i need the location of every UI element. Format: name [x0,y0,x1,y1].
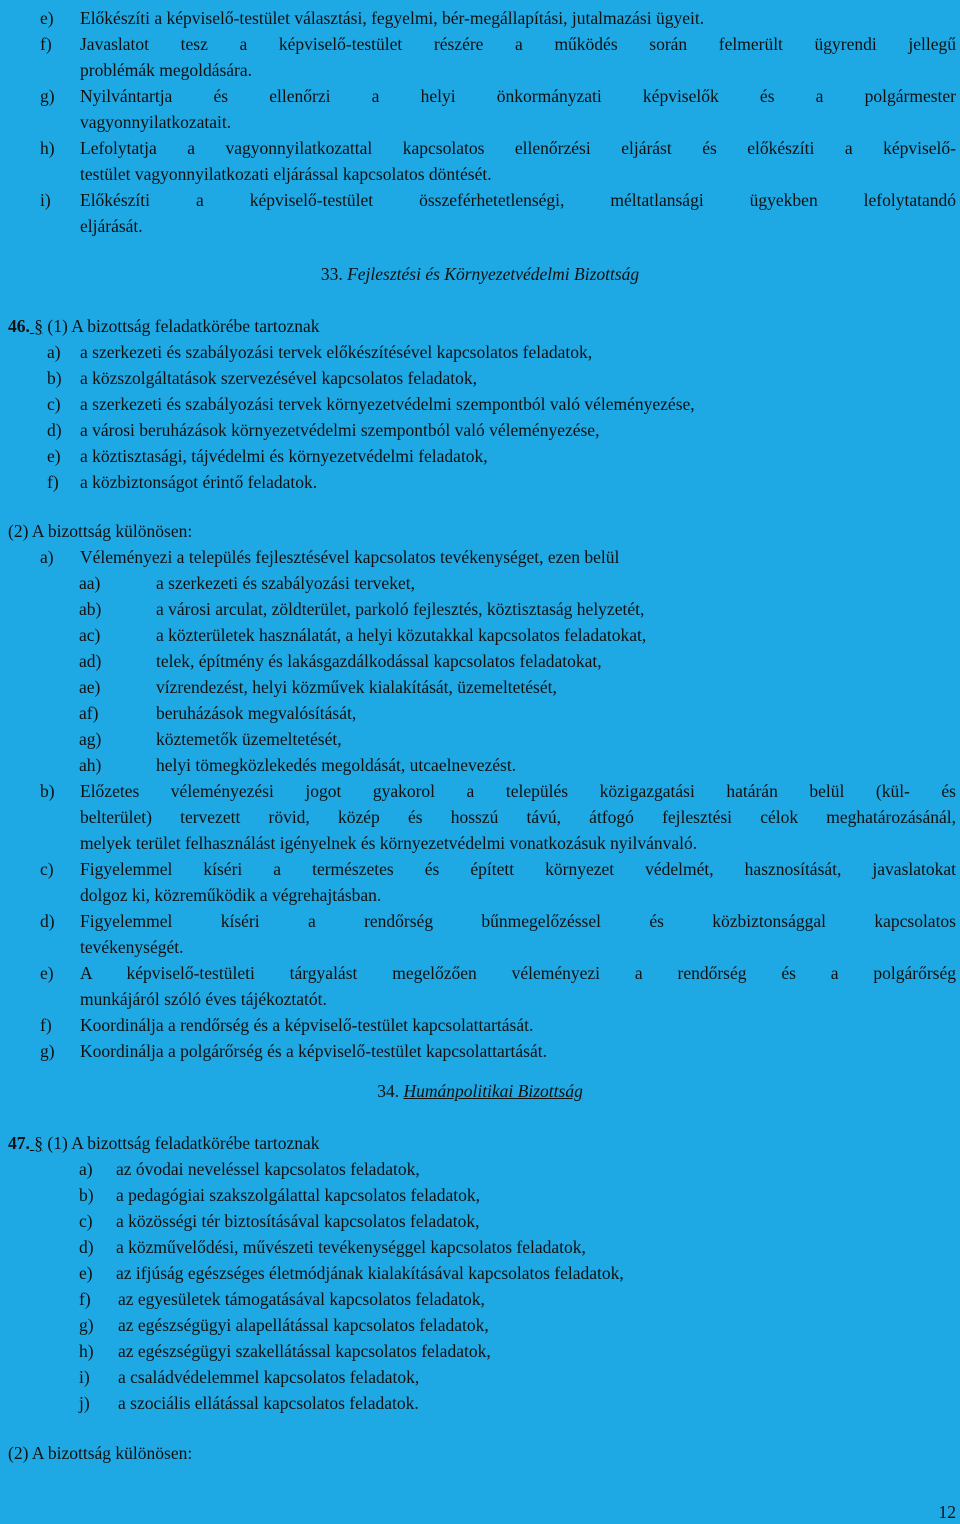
paragraph-intro: 47. § (1) A bizottság feladatkörébe tartoznak [8,1133,320,1153]
list-item: h) Lefolytatja a vagyonnyilatkozattal kapcsolatos ellenőrzési eljárást és előkészíti a képviselő- testület vagyonnyilatkozati eljárással kapcsolatos döntését. [40,138,956,184]
list-item: d) Figyelemmel kíséri a rendőrség bűnmegelőzéssel és közbiztonsággal kapcsolatos tevékenységét. [40,911,956,957]
list-item: f) Javaslatot tesz a képviselő-testület részére a működés során felmerült ügyrendi jellegű problémák megoldására. [40,34,956,80]
paragraph-intro: 46. § (1) A bizottság feladatkörébe tartoznak [8,316,320,336]
list-item: g) Nyilvántartja és ellenőrzi a helyi önkormányzati képviselők és a polgármester vagyonnyilatkozatait. [40,86,956,132]
page-number: 12 [938,1502,956,1522]
document-page: e) Előkészíti a képviselő-testület választási, fegyelmi, bér-megállapítási, jutalmazási ügyeit. f) Javaslatot tesz a képviselő-testület részére a működés során felmerült ügyrendi jellegű problémák megoldására. g) Nyilvántartja és ellenőrzi a helyi önkormányzati képviselők és a polgármester vagyonnyilatkozatait. h) Lefolytatja a vagyonnyilatkozattal kapcsolatos ellenőrzési eljárást és előkészíti a képviselő- testület vagyonnyilatkozati eljárással kapcsolatos döntését. i) Előkészíti a képviselő-testület összeférhetetlenségi, méltatlansági ügyekben lefolytatandó eljárását. 33. Fejlesztési és Környezetvédelmi Bizottság 46. § (1) A bizottság feladatkörébe tartoznak a) a szerkezeti és szabályozási tervek előkészítésével kapcsolatos feladatok, b) a közszolgáltatások szervezésével kapcsolatos feladatok, c) a szerkezeti és szabályozási tervek környezetvédelmi szempontból való véleményezése, d) a városi beruházások környezetvédelmi szempontból való véleményezése, e) a köztisztasági, tájvédelmi és környezetvédelmi feladatok, f) a közbiztonságot érintő feladatok. (2) A bizottság különösen: a) Véleményezi a település fejlesztésével kapcsolatos tevékenységet, ezen belül aa) a szerkezeti és szabályozási terveket, ab) a városi arculat, zöldterület, parkoló fejlesztés, köztisztaság helyzetét, ac) a közterületek használatát, a helyi közutakkal kapcsolatos feladatokat, ad) telek, építmény és lakásgazdálkodással kapcsolatos feladatokat, ae) vízrendezést, helyi közművek kialakítását, üzemeltetését, af) beruházások megvalósítását, ag) köztemetők üzemeltetését, ah) helyi tömegközlekedés megoldását, utcaelnevezést. b) Előzetes véleményezési jogot gyakorol a település közigazgatási határán belül (kül- és belterület) tervezett rövid, közép és hosszú távú, átfogó fejlesztési célok meghatározásánál, melyek terület felhasználást igényelnek és környezetvédelmi vonatkozásuk nyilvánvaló. c) Figyelemmel kíséri a természetes és épített környezet védelmét, hasznosítását, javaslatokat dolgoz ki, közreműködik a végrehajtásban. d) Figyelemmel kíséri a rendőrség bűnmegelőzéssel és közbiztonsággal kapcsolatos tevékenységét. e) A képviselő-testületi tárgyalást megelőzően véleményezi a rendőrség és a polgárőrség munkájáról szóló éves tájékoztatót. f) Koordinálja a rendőrség és a képviselő-testület kapcsolattartását. g) Koordinálja a polgárőrség és a képviselő-testület kapcsolattartását. 34. Humánpolitikai Bizottság 47. § (1) A bizottság feladatkörébe tartoznak a) az óvodai neveléssel kapcsolatos feladatok, b) a pedagógiai szakszolgálattal kapcsolatos feladatok, c) a közösségi tér biztosításával kapcsolatos feladatok, d) a közművelődési, művészeti tevékenységgel kapcsolatos feladatok, e) az ifjúság egészséges életmódjának kialakításával kapcsolatos feladatok, f) az egyesületek támogatásával kapcsolatos feladatok, g) az egészségügyi alapellátással kapcsolatos feladatok, h) az egészségügyi szakellátással kapcsolatos feladatok, i) a családvédelemmel kapcsolatos feladatok, j) a szociális ellátással kapcsolatos feladatok. (2) A bizottság különösen: 12 [0,0,960,1524]
section-heading: 34. Humánpolitikai Bizottság [377,1081,583,1101]
list-item: i) Előkészíti a képviselő-testület összeférhetetlenségi, méltatlansági ügyekben lefolytatandó eljárását. [40,190,956,236]
list-item: c) Figyelemmel kíséri a természetes és épített környezet védelmét, hasznosítását, javaslatokat dolgoz ki, közreműködik a végrehajtásban. [40,859,956,905]
section-heading: 33. Fejlesztési és Környezetvédelmi Bizottság [320,264,640,284]
list-item: e) A képviselő-testületi tárgyalást megelőzően véleményezi a rendőrség és a polgárőrség munkájáról szóló éves tájékoztatót. [40,963,956,1009]
paragraph-intro: (2) A bizottság különösen: [8,1443,193,1463]
list-item: b) Előzetes véleményezési jogot gyakorol a település közigazgatási határán belül (kül- és belterület) tervezett rövid, közép és hosszú távú, átfogó fejlesztési célok meghatározásánál, melyek terület felhasználást igényelnek és környezetvédelmi vonatkozásuk nyilvánvaló. [40,781,956,853]
paragraph-intro: (2) A bizottság különösen: [8,521,193,541]
